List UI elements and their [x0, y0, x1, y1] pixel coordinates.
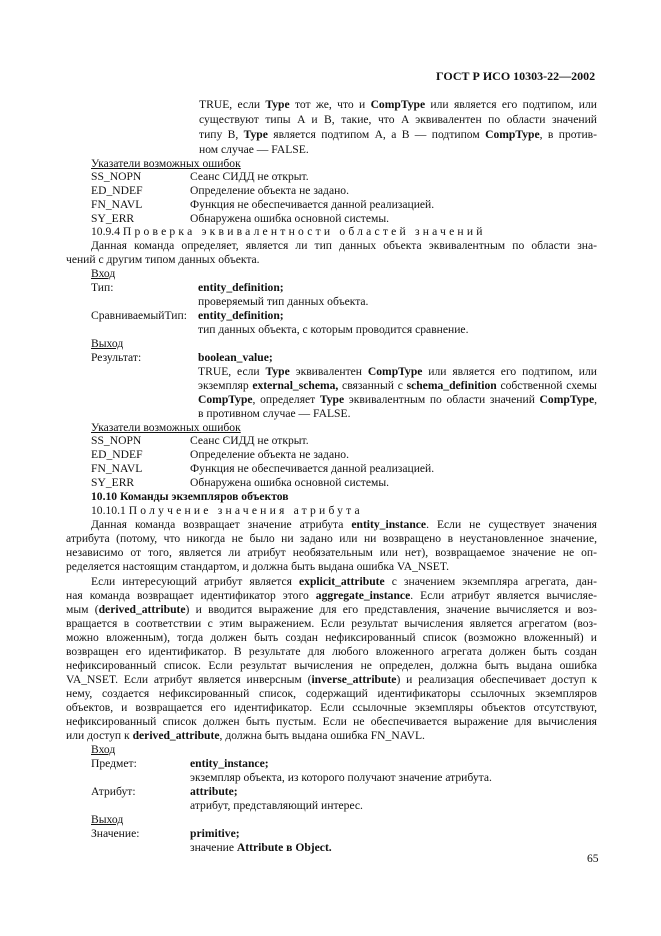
param-label: Тип: [91, 281, 114, 294]
error-code: SS_NOPN [91, 434, 142, 447]
error-code: SY_ERR [91, 212, 135, 225]
page-header: ГОСТ Р ИСО 10303-22—2002 [436, 69, 596, 83]
param-desc: проверяемый тип данных объекта. [198, 295, 369, 308]
paragraph-line: возвращен его идентификатор. В результате для любого вложенного агрегата должен быть создан [66, 645, 597, 658]
param-desc: значение Attribute в Object. [190, 841, 332, 854]
param-type: entity_instance; [190, 757, 269, 770]
error-desc: Функция не обеспечивается данной реализацией. [190, 462, 435, 475]
paragraph-line: ределяется настоящим стандартом, и должна быть выдана ошибка VA_NSET. [66, 560, 449, 573]
param-type: boolean_value; [198, 351, 273, 364]
paragraph-line: Данная команда определяет, является ли тип данных объекта эквивалентным по области зна- [91, 239, 597, 252]
result-line-2: существуют типы A и B, такие, что A эквивалентен по области значений [199, 113, 597, 126]
result-line-4: ном случае — FALSE. [199, 143, 309, 156]
param-desc: экземпляр external_schema, связанный с schema_definition собственной схемы [198, 379, 597, 392]
paragraph-line: нефиксированный список должен быть пустым. Если не обеспечивается выражение для вычисления [66, 715, 597, 728]
param-desc: TRUE, если Type эквивалентен CompType или является его подтипом, или [198, 365, 597, 378]
error-desc: Сеанс СИДД не открыт. [190, 434, 309, 447]
param-type: entity_definition; [198, 309, 284, 322]
paragraph-line: нему, создается нефиксированный список, содержащий идентификаторы ссылочных экземпляров [66, 687, 597, 700]
input-title: Вход [91, 743, 116, 756]
error-desc: Функция не обеспечивается данной реализацией. [190, 198, 435, 211]
paragraph-line: мым (derived_attribute) и вводится выражение для его представления, значение вычисляется и воз- [66, 603, 597, 616]
error-desc: Обнаружена ошибка основной системы. [190, 212, 390, 225]
paragraph-line: или доступ к derived_attribute, должна быть выдана ошибка FN_NAVL. [66, 729, 425, 742]
param-desc: в противном случае — FALSE. [198, 407, 351, 420]
error-desc: Обнаружена ошибка основной системы. [190, 476, 390, 489]
errors-title: Указатели возможных ошибок [91, 157, 241, 170]
paragraph-line: чений с другим типом данных объекта. [66, 253, 260, 266]
error-desc: Определение объекта не задано. [190, 448, 349, 461]
param-type: primitive; [190, 827, 240, 840]
param-desc: экземпляр объекта, из которого получают значение атрибута. [190, 771, 492, 784]
error-desc: Определение объекта не задано. [190, 184, 349, 197]
paragraph-line: можно вложенным), тогда должен быть создан нефиксированный список (возможно вложенный) и [66, 631, 597, 644]
paragraph-line: атрибута (потому, что никогда не было ни задано или ни возвращено в неустановленное значение, [66, 532, 597, 545]
param-type: entity_definition; [198, 281, 284, 294]
error-code: SY_ERR [91, 476, 135, 489]
result-line-3: типу B, Type является подтипом A, а B — подтипом CompType, в против- [199, 128, 597, 141]
param-desc: тип данных объекта, с которым проводится сравнение. [198, 323, 469, 336]
paragraph-line: Данная команда возвращает значение атрибута entity_instance. Если не существует значения [91, 518, 598, 531]
paragraph-line: вращается в соответствии с этим выражением. Если результат вычисления является агрегатом (воз- [66, 617, 597, 630]
param-label: СравниваемыйТип: [91, 309, 187, 322]
param-desc: CompType, определяет Type эквивалентным по области значений CompType, [198, 393, 597, 406]
result-line-1: TRUE, если Type тот же, что и CompType или является его подтипом, или [199, 98, 597, 111]
input-title: Вход [91, 267, 116, 280]
paragraph-line: VA_NSET. Если атрибут является инверсным (inverse_attribute) и реализация обеспечивает доступ к [66, 673, 597, 686]
paragraph-line: объектов, и возвращается его идентификатор. Если ссылочные экземпляры объектов отсутствуют, [66, 701, 597, 714]
paragraph-line: ная команда возвращает идентификатор этого aggregate_instance. Если атрибут является вычисляе- [66, 589, 597, 602]
output-title: Выход [91, 337, 124, 350]
param-label: Результат: [91, 351, 142, 364]
section-title: 10.10 Команды экземпляров объектов [91, 490, 289, 503]
paragraph-line: нефиксированный список. Если результат вычисления не определен, должна быть выдана ошибка [66, 659, 597, 672]
paragraph-line: независимо от того, является ли атрибут необязательным или нет), возвращаемое значение не оп- [66, 546, 597, 559]
error-desc: Сеанс СИДД не открыт. [190, 170, 309, 183]
section-heading: 10.10.1 Получение значения атрибута [91, 504, 363, 517]
section-heading: 10.9.4 Проверка эквивалентности областей значений [91, 225, 486, 238]
error-code: ED_NDEF [91, 184, 143, 197]
param-desc: атрибут, представляющий интерес. [190, 799, 363, 812]
output-title: Выход [91, 813, 124, 826]
errors-title: Указатели возможных ошибок [91, 421, 241, 434]
param-label: Атрибут: [91, 785, 136, 798]
error-code: ED_NDEF [91, 448, 143, 461]
param-type: attribute; [190, 785, 238, 798]
error-code: FN_NAVL [91, 198, 143, 211]
page-number: 65 [587, 852, 599, 865]
param-label: Предмет: [91, 757, 137, 770]
error-code: SS_NOPN [91, 170, 142, 183]
error-code: FN_NAVL [91, 462, 143, 475]
paragraph-line: Если интересующий атрибут является explicit_attribute с значением экземпляра агрегата, дан- [91, 575, 597, 588]
param-label: Значение: [91, 827, 140, 840]
